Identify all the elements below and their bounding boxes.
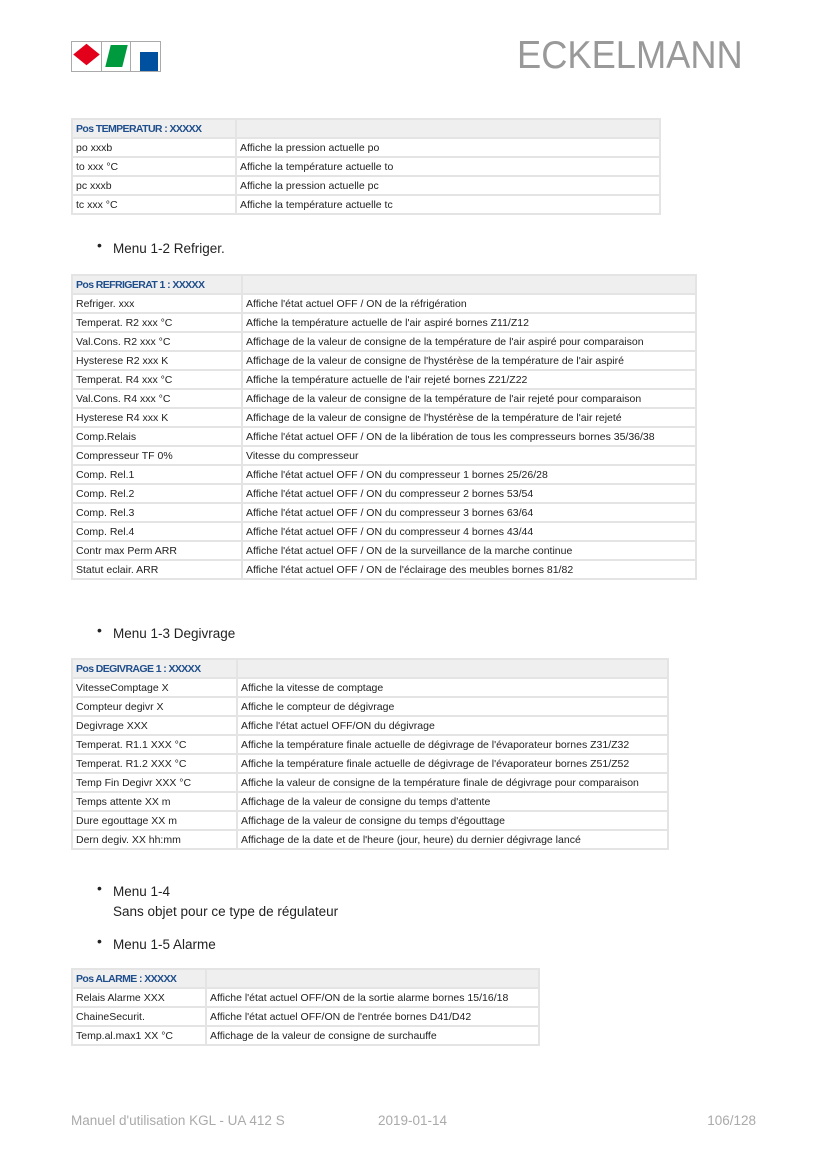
parameter-cell: Compresseur TF 0% xyxy=(72,446,242,465)
table-row xyxy=(72,988,539,1007)
description-cell: Affiche l'état actuel OFF / ON de la réfrigération xyxy=(242,294,696,313)
parameter-cell: tc xxx °C xyxy=(72,195,236,214)
parameter-cell: Temperat. R4 xxx °C xyxy=(72,370,242,389)
description-cell: Affiche la pression actuelle po xyxy=(236,138,660,157)
bullet-text: Menu 1-5 Alarme xyxy=(113,937,216,952)
table-row xyxy=(72,157,660,176)
bullet-text: Menu 1-4 xyxy=(113,884,171,899)
table-row xyxy=(72,1026,539,1045)
description-cell: Affichage de la valeur de consigne de la température de l'air rejeté pour comparaison xyxy=(242,389,696,408)
table-header-row xyxy=(72,119,660,138)
parameter-cell: Dure egouttage XX m xyxy=(72,811,237,830)
description-cell: Affiche l'état actuel OFF / ON du compresseur 2 bornes 53/54 xyxy=(242,484,696,503)
table-row xyxy=(72,446,696,465)
description-cell: Affiche le compteur de dégivrage xyxy=(237,697,668,716)
table-row xyxy=(72,697,668,716)
parameter-cell: Dern degiv. XX hh:mm xyxy=(72,830,237,849)
parameter-cell: Temperat. R2 xxx °C xyxy=(72,313,242,332)
table-row xyxy=(72,176,660,195)
parameter-cell: Temp Fin Degivr XXX °C xyxy=(72,773,237,792)
table-row xyxy=(72,465,696,484)
parameter-cell: pc xxxb xyxy=(72,176,236,195)
footer-page-number: 106/128 xyxy=(707,1113,756,1128)
parameter-cell: Temperat. R1.1 XXX °C xyxy=(72,735,237,754)
parameter-cell: Temperat. R1.2 XXX °C xyxy=(72,754,237,773)
parameter-cell: Temp.al.max1 XX °C xyxy=(72,1026,206,1045)
table-title: Pos DEGIVRAGE 1 : XXXXX xyxy=(72,659,237,678)
parameter-cell: VitesseComptage X xyxy=(72,678,237,697)
parameter-cell: Val.Cons. R2 xxx °C xyxy=(72,332,242,351)
description-cell: Affiche la température actuelle de l'air aspiré bornes Z11/Z12 xyxy=(242,313,696,332)
parameter-cell: Hysterese R4 xxx K xyxy=(72,408,242,427)
table-temperatur xyxy=(71,118,661,215)
table-header-row xyxy=(72,659,668,678)
parameter-cell: Compteur degivr X xyxy=(72,697,237,716)
description-cell: Affiche l'état actuel OFF / ON du compresseur 3 bornes 63/64 xyxy=(242,503,696,522)
parameter-cell: Statut eclair. ARR xyxy=(72,560,242,579)
table-row xyxy=(72,678,668,697)
table-title: Pos TEMPERATUR : XXXXX xyxy=(72,119,236,138)
parameter-cell: Temps attente XX m xyxy=(72,792,237,811)
description-cell: Affiche la température actuelle to xyxy=(236,157,660,176)
table-row xyxy=(72,138,660,157)
company-logo xyxy=(71,41,161,72)
description-cell: Affichage de la valeur de consigne de surchauffe xyxy=(206,1026,539,1045)
description-cell: Affiche la vitesse de comptage xyxy=(237,678,668,697)
table-row xyxy=(72,811,668,830)
table-row xyxy=(72,830,668,849)
table-row xyxy=(72,716,668,735)
description-cell: Affichage de la valeur de consigne du temps d'égouttage xyxy=(237,811,668,830)
description-cell: Affichage de la date et de l'heure (jour, heure) du dernier dégivrage lancé xyxy=(237,830,668,849)
table-title: Pos REFRIGERAT 1 : XXXXX xyxy=(72,275,242,294)
brand-name: ECKELMANN xyxy=(517,34,743,77)
parameter-cell: Relais Alarme XXX xyxy=(72,988,206,1007)
bullet-dot: • xyxy=(97,933,102,949)
parameter-cell: ChaineSecurit. xyxy=(72,1007,206,1026)
parameter-cell: Degivrage XXX xyxy=(72,716,237,735)
description-cell: Affiche l'état actuel OFF / ON de la libération de tous les compresseurs bornes 35/36/38 xyxy=(242,427,696,446)
description-cell: Affiche l'état actuel OFF/ON de l'entrée bornes D41/D42 xyxy=(206,1007,539,1026)
table-row xyxy=(72,541,696,560)
table-row xyxy=(72,735,668,754)
table-refrigerat xyxy=(71,274,697,580)
description-cell: Affiche la température actuelle tc xyxy=(236,195,660,214)
description-cell: Affiche l'état actuel OFF / ON du compresseur 1 bornes 25/26/28 xyxy=(242,465,696,484)
description-cell: Affichage de la valeur de consigne de l'hystérèse de la température de l'air rejeté xyxy=(242,408,696,427)
table-row xyxy=(72,427,696,446)
table-row xyxy=(72,503,696,522)
table-row xyxy=(72,195,660,214)
description-cell: Affiche la température actuelle de l'air rejeté bornes Z21/Z22 xyxy=(242,370,696,389)
parameter-cell: Contr max Perm ARR xyxy=(72,541,242,560)
table-header-row xyxy=(72,969,539,988)
table-row xyxy=(72,754,668,773)
table-row xyxy=(72,560,696,579)
description-cell: Affiche l'état actuel OFF / ON de la surveillance de la marche continue xyxy=(242,541,696,560)
description-cell: Affiche la température finale actuelle de dégivrage de l'évaporateur bornes Z51/Z52 xyxy=(237,754,668,773)
table-row xyxy=(72,313,696,332)
table-row xyxy=(72,1007,539,1026)
bullet-text: Menu 1-2 Refriger. xyxy=(113,241,225,256)
parameter-cell: Refriger. xxx xyxy=(72,294,242,313)
description-cell: Vitesse du compresseur xyxy=(242,446,696,465)
table-degivrage xyxy=(71,658,669,850)
parameter-cell: Comp. Rel.3 xyxy=(72,503,242,522)
parameter-cell: Hysterese R2 xxx K xyxy=(72,351,242,370)
table-row xyxy=(72,792,668,811)
description-cell: Affiche l'état actuel OFF / ON du compresseur 4 bornes 43/44 xyxy=(242,522,696,541)
footer-date: 2019-01-14 xyxy=(378,1113,448,1128)
description-cell: Affiche la température finale actuelle de dégivrage de l'évaporateur bornes Z31/Z32 xyxy=(237,735,668,754)
table-header-row xyxy=(72,275,696,294)
description-cell: Affichage de la valeur de consigne de la température de l'air aspiré pour comparaison xyxy=(242,332,696,351)
description-cell: Affiche l'état actuel OFF/ON du dégivrage xyxy=(237,716,668,735)
table-header-empty xyxy=(237,659,668,678)
parameter-cell: po xxxb xyxy=(72,138,236,157)
description-cell: Affiche la valeur de consigne de la température finale de dégivrage pour comparaison xyxy=(237,773,668,792)
parameter-cell: Comp.Relais xyxy=(72,427,242,446)
parameter-cell: Comp. Rel.1 xyxy=(72,465,242,484)
parameter-cell: Comp. Rel.2 xyxy=(72,484,242,503)
description-cell: Affiche l'état actuel OFF/ON de la sortie alarme bornes 15/16/18 xyxy=(206,988,539,1007)
description-cell: Affichage de la valeur de consigne de l'hystérèse de la température de l'air aspiré xyxy=(242,351,696,370)
table-row xyxy=(72,294,696,313)
table-row xyxy=(72,484,696,503)
table-row xyxy=(72,773,668,792)
bullet-dot: • xyxy=(97,880,102,896)
description-cell: Affiche l'état actuel OFF / ON de l'éclairage des meubles bornes 81/82 xyxy=(242,560,696,579)
table-row xyxy=(72,522,696,541)
bullet-dot: • xyxy=(97,237,102,253)
table-header-empty xyxy=(242,275,696,294)
table-header-empty xyxy=(236,119,660,138)
description-cell: Affichage de la valeur de consigne du temps d'attente xyxy=(237,792,668,811)
table-row xyxy=(72,351,696,370)
table-title: Pos ALARME : XXXXX xyxy=(72,969,206,988)
bullet-dot: • xyxy=(97,622,102,638)
parameter-cell: to xxx °C xyxy=(72,157,236,176)
table-header-empty xyxy=(206,969,539,988)
footer-title: Manuel d'utilisation KGL - UA 412 S xyxy=(71,1113,285,1128)
table-row xyxy=(72,408,696,427)
parameter-cell: Val.Cons. R4 xxx °C xyxy=(72,389,242,408)
bullet-subtext: Sans objet pour ce type de régulateur xyxy=(113,904,339,919)
bullet-text: Menu 1-3 Degivrage xyxy=(113,626,236,641)
table-alarme xyxy=(71,968,540,1046)
table-row xyxy=(72,389,696,408)
parameter-cell: Comp. Rel.4 xyxy=(72,522,242,541)
description-cell: Affiche la pression actuelle pc xyxy=(236,176,660,195)
table-row xyxy=(72,370,696,389)
table-row xyxy=(72,332,696,351)
